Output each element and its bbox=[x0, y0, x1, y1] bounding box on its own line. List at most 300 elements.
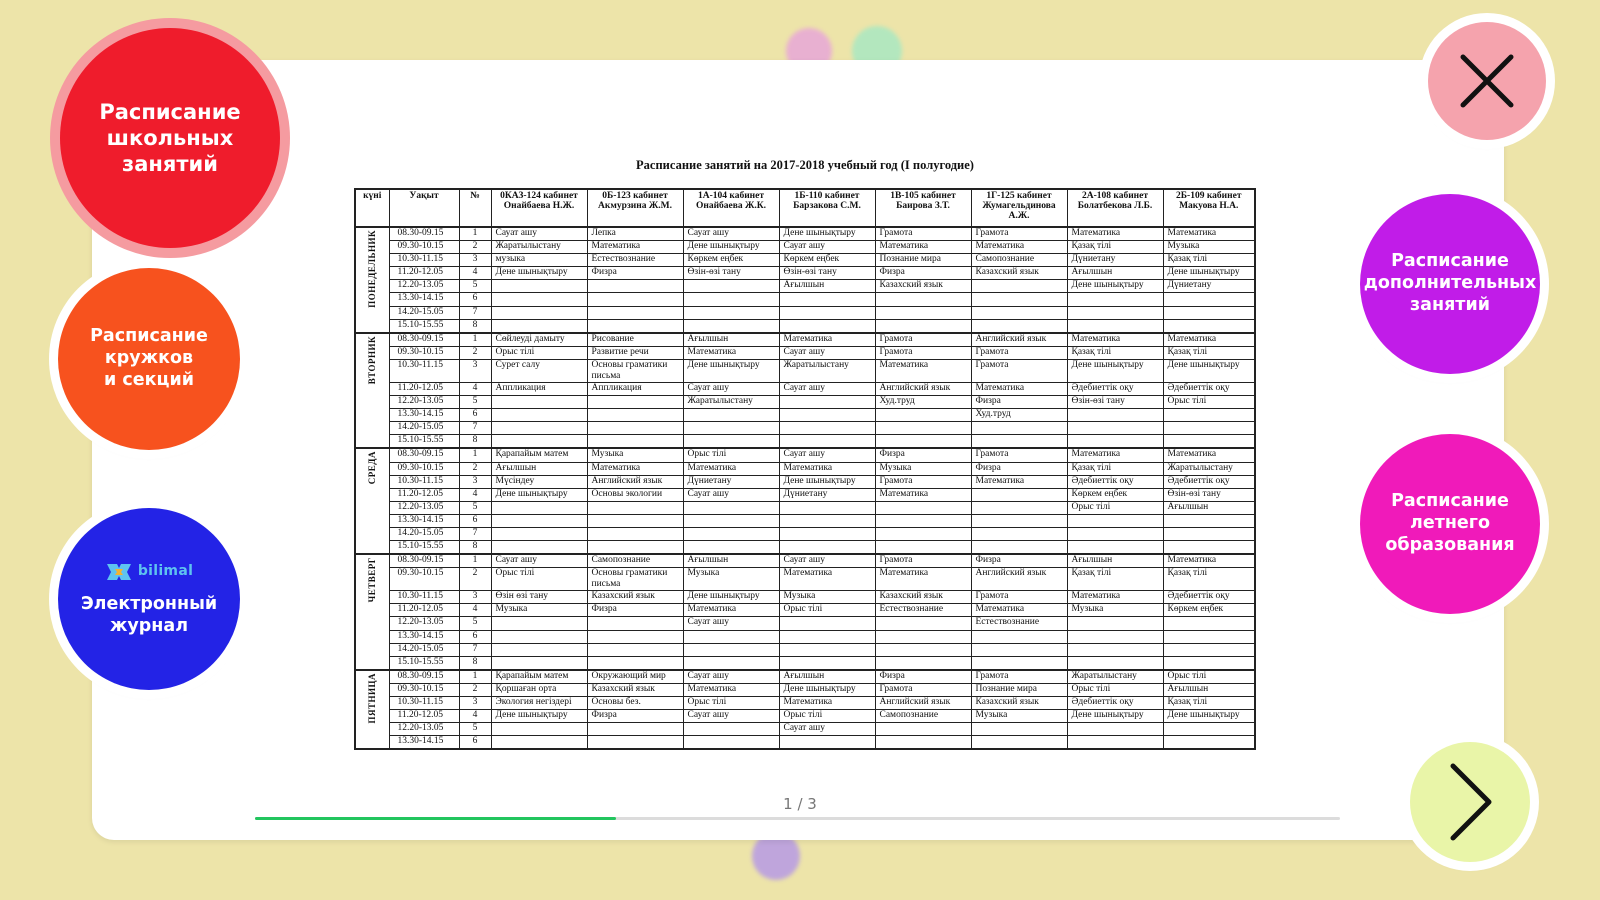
day-label-text: ВТОРНИК bbox=[366, 335, 377, 385]
subject-cell bbox=[683, 736, 779, 750]
time-cell: 15.10-15.55 bbox=[389, 319, 459, 333]
subject-cell bbox=[1163, 643, 1255, 656]
table-row bbox=[355, 293, 1255, 306]
school-schedule-label: Расписание школьных занятий bbox=[99, 99, 241, 177]
subject-cell bbox=[875, 541, 971, 555]
lesson-number-cell: 2 bbox=[459, 241, 491, 254]
subject-cell bbox=[491, 319, 587, 333]
time-cell: 08.30-09.15 bbox=[389, 448, 459, 462]
subject-cell: Орыс тілі bbox=[1067, 683, 1163, 696]
subject-cell: Физра bbox=[971, 462, 1067, 475]
subject-cell: Дүниетану bbox=[683, 475, 779, 488]
subject-cell: Орыс тілі bbox=[683, 697, 779, 710]
time-cell: 10.30-11.15 bbox=[389, 475, 459, 488]
subject-cell: Основы граматики письма bbox=[587, 568, 683, 591]
subject-cell bbox=[971, 656, 1067, 670]
subject-cell bbox=[971, 280, 1067, 293]
subject-cell bbox=[683, 435, 779, 449]
subject-cell: Дене шынықтыру bbox=[779, 683, 875, 696]
table-row bbox=[355, 683, 1255, 696]
subject-cell: Английский язык bbox=[971, 568, 1067, 591]
time-cell: 08.30-09.15 bbox=[389, 554, 459, 568]
subject-cell: Сауат ашу bbox=[779, 241, 875, 254]
subject-cell bbox=[587, 501, 683, 514]
table-row bbox=[355, 448, 1255, 462]
extra-schedule-button[interactable] bbox=[1360, 194, 1540, 374]
document-title: Расписание занятий на 2017-2018 учебный год (I полугодие) bbox=[636, 158, 974, 172]
subject-cell bbox=[971, 501, 1067, 514]
subject-cell: Физра bbox=[587, 710, 683, 723]
subject-cell: Ағылшын bbox=[491, 462, 587, 475]
lesson-number-cell: 4 bbox=[459, 267, 491, 280]
subject-cell bbox=[491, 409, 587, 422]
time-cell: 08.30-09.15 bbox=[389, 333, 459, 347]
subject-cell bbox=[971, 293, 1067, 306]
subject-cell: Музыка bbox=[1163, 241, 1255, 254]
subject-cell: Сөйлеуді дамыту bbox=[491, 333, 587, 347]
lesson-number-cell: 3 bbox=[459, 591, 491, 604]
subject-cell: Қазақ тілі bbox=[1163, 254, 1255, 267]
e-journal-label: Электронный журнал bbox=[80, 594, 218, 636]
subject-cell bbox=[683, 409, 779, 422]
table-row bbox=[355, 241, 1255, 254]
e-journal-button[interactable] bbox=[58, 508, 240, 690]
subject-cell bbox=[491, 435, 587, 449]
subject-cell bbox=[971, 514, 1067, 527]
table-row bbox=[355, 736, 1255, 750]
table-row bbox=[355, 488, 1255, 501]
subject-cell: Математика bbox=[779, 568, 875, 591]
column-header: 1А-104 кабинет Онайбаева Ж.К. bbox=[683, 189, 779, 227]
subject-cell: Өзін өзі тану bbox=[491, 591, 587, 604]
subject-cell: Математика bbox=[875, 488, 971, 501]
table-row bbox=[355, 306, 1255, 319]
subject-cell bbox=[779, 422, 875, 435]
subject-cell: Ағылшын bbox=[779, 280, 875, 293]
subject-cell bbox=[491, 396, 587, 409]
subject-cell: Музыка bbox=[779, 591, 875, 604]
subject-cell: Дене шынықтыру bbox=[1163, 267, 1255, 280]
subject-cell bbox=[491, 617, 587, 630]
subject-cell: Худ.труд bbox=[875, 396, 971, 409]
table-row bbox=[355, 697, 1255, 710]
table-row bbox=[355, 346, 1255, 359]
subject-cell: Ағылшын bbox=[1067, 267, 1163, 280]
subject-cell: Орыс тілі bbox=[491, 346, 587, 359]
subject-cell bbox=[587, 527, 683, 540]
subject-cell: Сауат ашу bbox=[683, 382, 779, 395]
subject-cell bbox=[875, 643, 971, 656]
subject-cell: Английский язык bbox=[971, 333, 1067, 347]
table-row bbox=[355, 227, 1255, 241]
day-label-text: ПЯТНИЦА bbox=[366, 672, 377, 724]
subject-cell bbox=[1067, 422, 1163, 435]
subject-cell: Физра bbox=[587, 267, 683, 280]
subject-cell bbox=[875, 630, 971, 643]
clubs-schedule-button[interactable] bbox=[58, 268, 240, 450]
time-cell: 10.30-11.15 bbox=[389, 591, 459, 604]
time-cell: 09.30-10.15 bbox=[389, 462, 459, 475]
column-header: Уақыт bbox=[389, 189, 459, 227]
subject-cell bbox=[875, 514, 971, 527]
lesson-number-cell: 5 bbox=[459, 723, 491, 736]
table-row bbox=[355, 617, 1255, 630]
subject-cell: Сауат ашу bbox=[683, 710, 779, 723]
subject-cell: Орыс тілі bbox=[1163, 396, 1255, 409]
lesson-number-cell: 4 bbox=[459, 604, 491, 617]
table-row bbox=[355, 333, 1255, 347]
subject-cell: Көркем еңбек bbox=[1067, 488, 1163, 501]
subject-cell: Рисование bbox=[587, 333, 683, 347]
subject-cell: Основы без. bbox=[587, 697, 683, 710]
subject-cell: Қарапайым матем bbox=[491, 670, 587, 684]
subject-cell: Әдебиеттік оқу bbox=[1067, 697, 1163, 710]
subject-cell: Окружающий мир bbox=[587, 670, 683, 684]
subject-cell bbox=[683, 656, 779, 670]
subject-cell: Математика bbox=[587, 462, 683, 475]
subject-cell: Физра bbox=[875, 670, 971, 684]
lesson-number-cell: 7 bbox=[459, 422, 491, 435]
subject-cell: Ағылшын bbox=[779, 670, 875, 684]
subject-cell: Сауат ашу bbox=[683, 617, 779, 630]
subject-cell bbox=[1163, 293, 1255, 306]
subject-cell: Дүниетану bbox=[779, 488, 875, 501]
subject-cell: Казахский язык bbox=[971, 697, 1067, 710]
subject-cell: Сауат ашу bbox=[683, 670, 779, 684]
subject-cell: Әдебиеттік оқу bbox=[1163, 475, 1255, 488]
subject-cell: Математика bbox=[875, 241, 971, 254]
time-cell: 11.20-12.05 bbox=[389, 710, 459, 723]
time-cell: 14.20-15.05 bbox=[389, 422, 459, 435]
subject-cell: Дене шынықтыру bbox=[1067, 710, 1163, 723]
subject-cell: Физра bbox=[875, 448, 971, 462]
subject-cell: Познание мира bbox=[875, 254, 971, 267]
subject-cell: Әдебиеттік оқу bbox=[1067, 475, 1163, 488]
subject-cell: Математика bbox=[875, 568, 971, 591]
subject-cell bbox=[779, 643, 875, 656]
time-cell: 09.30-10.15 bbox=[389, 346, 459, 359]
progress-bar bbox=[255, 817, 1340, 820]
time-cell: 09.30-10.15 bbox=[389, 683, 459, 696]
table-row bbox=[355, 462, 1255, 475]
lesson-number-cell: 8 bbox=[459, 541, 491, 555]
subject-cell: Орыс тілі bbox=[1163, 670, 1255, 684]
subject-cell: Ағылшын bbox=[1163, 683, 1255, 696]
lesson-number-cell: 2 bbox=[459, 462, 491, 475]
subject-cell bbox=[1163, 736, 1255, 750]
subject-cell bbox=[1067, 319, 1163, 333]
subject-cell bbox=[875, 435, 971, 449]
subject-cell bbox=[875, 306, 971, 319]
table-row bbox=[355, 396, 1255, 409]
subject-cell bbox=[875, 656, 971, 670]
subject-cell bbox=[779, 736, 875, 750]
subject-cell: Математика bbox=[875, 359, 971, 382]
subject-cell: Қазақ тілі bbox=[1067, 241, 1163, 254]
subject-cell: Орыс тілі bbox=[779, 604, 875, 617]
subject-cell bbox=[1067, 643, 1163, 656]
subject-cell bbox=[779, 396, 875, 409]
subject-cell: Казахский язык bbox=[587, 591, 683, 604]
subject-cell: Қазақ тілі bbox=[1067, 346, 1163, 359]
subject-cell: Самопознание bbox=[971, 254, 1067, 267]
subject-cell: Сурет салу bbox=[491, 359, 587, 382]
subject-cell: Ағылшын bbox=[683, 333, 779, 347]
time-cell: 08.30-09.15 bbox=[389, 670, 459, 684]
subject-cell: Грамота bbox=[971, 346, 1067, 359]
subject-cell bbox=[1067, 514, 1163, 527]
subject-cell: Қазақ тілі bbox=[1163, 346, 1255, 359]
subject-cell bbox=[587, 422, 683, 435]
subject-cell: Әдебиеттік оқу bbox=[1163, 382, 1255, 395]
subject-cell bbox=[683, 501, 779, 514]
subject-cell bbox=[1163, 409, 1255, 422]
subject-cell bbox=[683, 514, 779, 527]
subject-cell bbox=[491, 643, 587, 656]
lesson-number-cell: 4 bbox=[459, 710, 491, 723]
lesson-number-cell: 3 bbox=[459, 254, 491, 267]
subject-cell bbox=[971, 643, 1067, 656]
subject-cell: Сауат ашу bbox=[683, 488, 779, 501]
subject-cell bbox=[875, 527, 971, 540]
subject-cell: Математика bbox=[779, 333, 875, 347]
subject-cell: Математика bbox=[587, 241, 683, 254]
subject-cell: Математика bbox=[971, 241, 1067, 254]
time-cell: 13.30-14.15 bbox=[389, 630, 459, 643]
subject-cell: Музыка bbox=[971, 710, 1067, 723]
lesson-number-cell: 7 bbox=[459, 527, 491, 540]
subject-cell: Математика bbox=[1067, 333, 1163, 347]
subject-cell: Қазақ тілі bbox=[1163, 697, 1255, 710]
lesson-number-cell: 8 bbox=[459, 319, 491, 333]
time-cell: 15.10-15.55 bbox=[389, 656, 459, 670]
lesson-number-cell: 6 bbox=[459, 736, 491, 750]
subject-cell bbox=[491, 527, 587, 540]
subject-cell: Математика bbox=[779, 697, 875, 710]
subject-cell: Физра bbox=[971, 554, 1067, 568]
table-row bbox=[355, 541, 1255, 555]
column-header: 2А-108 кабинет Болатбекова Л.Б. bbox=[1067, 189, 1163, 227]
lesson-number-cell: 3 bbox=[459, 475, 491, 488]
subject-cell: Қарапайым матем bbox=[491, 448, 587, 462]
subject-cell bbox=[971, 723, 1067, 736]
time-cell: 13.30-14.15 bbox=[389, 409, 459, 422]
subject-cell: Қазақ тілі bbox=[1163, 568, 1255, 591]
subject-cell bbox=[971, 527, 1067, 540]
subject-cell bbox=[491, 306, 587, 319]
subject-cell: Дене шынықтыру bbox=[1067, 280, 1163, 293]
subject-cell bbox=[1163, 656, 1255, 670]
subject-cell bbox=[587, 409, 683, 422]
subject-cell bbox=[971, 541, 1067, 555]
subject-cell: Физра bbox=[971, 396, 1067, 409]
lesson-number-cell: 4 bbox=[459, 382, 491, 395]
lesson-number-cell: 5 bbox=[459, 501, 491, 514]
subject-cell: Әдебиеттік оқу bbox=[1067, 382, 1163, 395]
subject-cell bbox=[1067, 723, 1163, 736]
lesson-number-cell: 6 bbox=[459, 409, 491, 422]
subject-cell: Математика bbox=[1163, 333, 1255, 347]
bilimal-logo bbox=[105, 560, 193, 584]
subject-cell: Математика bbox=[1067, 591, 1163, 604]
subject-cell: Өзін-өзі тану bbox=[779, 267, 875, 280]
subject-cell: Ағылшын bbox=[683, 554, 779, 568]
subject-cell: Сауат ашу bbox=[779, 346, 875, 359]
column-header: 1В-105 кабинет Баирова З.Т. bbox=[875, 189, 971, 227]
subject-cell: Математика bbox=[683, 604, 779, 617]
clubs-schedule-label: Расписание кружков и секций bbox=[90, 326, 208, 390]
subject-cell bbox=[587, 396, 683, 409]
subject-cell bbox=[971, 319, 1067, 333]
subject-cell: Қазақ тілі bbox=[1067, 568, 1163, 591]
table-row bbox=[355, 643, 1255, 656]
subject-cell bbox=[875, 319, 971, 333]
subject-cell bbox=[683, 293, 779, 306]
column-header: 0Б-123 кабинет Акмурзина Ж.М. bbox=[587, 189, 683, 227]
subject-cell bbox=[1067, 630, 1163, 643]
subject-cell bbox=[875, 422, 971, 435]
table-row bbox=[355, 554, 1255, 568]
day-label bbox=[355, 227, 389, 333]
next-page-button[interactable] bbox=[1410, 742, 1530, 862]
time-cell: 11.20-12.05 bbox=[389, 267, 459, 280]
subject-cell bbox=[587, 435, 683, 449]
subject-cell: Орыс тілі bbox=[779, 710, 875, 723]
day-label-text: ЧЕТВЕРГ bbox=[366, 557, 377, 603]
subject-cell bbox=[875, 736, 971, 750]
subject-cell bbox=[1067, 293, 1163, 306]
time-cell: 15.10-15.55 bbox=[389, 541, 459, 555]
close-button[interactable] bbox=[1428, 22, 1546, 140]
schedule-table bbox=[354, 188, 1256, 750]
subject-cell bbox=[779, 527, 875, 540]
subject-cell bbox=[491, 736, 587, 750]
subject-cell: Ағылшын bbox=[1163, 501, 1255, 514]
subject-cell bbox=[1067, 656, 1163, 670]
lesson-number-cell: 5 bbox=[459, 396, 491, 409]
subject-cell: Математика bbox=[971, 475, 1067, 488]
subject-cell bbox=[491, 280, 587, 293]
subject-cell: Естествознание bbox=[971, 617, 1067, 630]
subject-cell bbox=[1067, 541, 1163, 555]
school-schedule-button[interactable] bbox=[60, 28, 280, 248]
subject-cell: Жаратылыстану bbox=[1163, 462, 1255, 475]
day-label bbox=[355, 333, 389, 449]
time-cell: 10.30-11.15 bbox=[389, 359, 459, 382]
subject-cell: Самопознание bbox=[875, 710, 971, 723]
subject-cell: Дене шынықтыру bbox=[491, 710, 587, 723]
subject-cell: Физра bbox=[875, 267, 971, 280]
subject-cell: Дүниетану bbox=[1163, 280, 1255, 293]
subject-cell: Дене шынықтыру bbox=[1163, 359, 1255, 382]
subject-cell: Математика bbox=[971, 604, 1067, 617]
time-cell: 09.30-10.15 bbox=[389, 568, 459, 591]
subject-cell bbox=[683, 723, 779, 736]
subject-cell: музыка bbox=[491, 254, 587, 267]
subject-cell: Қазақ тілі bbox=[1067, 462, 1163, 475]
time-cell: 12.20-13.05 bbox=[389, 617, 459, 630]
summer-schedule-button[interactable] bbox=[1360, 434, 1540, 614]
subject-cell bbox=[683, 527, 779, 540]
time-cell: 10.30-11.15 bbox=[389, 254, 459, 267]
lesson-number-cell: 6 bbox=[459, 293, 491, 306]
subject-cell bbox=[1067, 306, 1163, 319]
subject-cell: Основы граматики письма bbox=[587, 359, 683, 382]
time-cell: 13.30-14.15 bbox=[389, 736, 459, 750]
subject-cell bbox=[491, 541, 587, 555]
subject-cell: Сауат ашу bbox=[491, 227, 587, 241]
subject-cell bbox=[491, 723, 587, 736]
lesson-number-cell: 2 bbox=[459, 568, 491, 591]
subject-cell: Көркем еңбек bbox=[779, 254, 875, 267]
subject-cell: Дүниетану bbox=[1067, 254, 1163, 267]
table-row bbox=[355, 591, 1255, 604]
subject-cell: Дене шынықтыру bbox=[779, 227, 875, 241]
subject-cell: Английский язык bbox=[875, 697, 971, 710]
subject-cell bbox=[491, 630, 587, 643]
subject-cell: Орыс тілі bbox=[683, 448, 779, 462]
subject-cell: Экология негіздері bbox=[491, 697, 587, 710]
subject-cell bbox=[971, 306, 1067, 319]
subject-cell bbox=[683, 319, 779, 333]
table-row bbox=[355, 501, 1255, 514]
lesson-number-cell: 6 bbox=[459, 514, 491, 527]
lesson-number-cell: 8 bbox=[459, 656, 491, 670]
subject-cell bbox=[1067, 736, 1163, 750]
subject-cell bbox=[779, 306, 875, 319]
subject-cell bbox=[779, 501, 875, 514]
subject-cell: Естествознание bbox=[587, 254, 683, 267]
time-cell: 12.20-13.05 bbox=[389, 723, 459, 736]
column-header: № bbox=[459, 189, 491, 227]
subject-cell bbox=[779, 656, 875, 670]
subject-cell bbox=[875, 409, 971, 422]
subject-cell bbox=[587, 280, 683, 293]
subject-cell: Математика bbox=[779, 462, 875, 475]
subject-cell: Грамота bbox=[971, 359, 1067, 382]
subject-cell bbox=[1067, 435, 1163, 449]
subject-cell: Сауат ашу bbox=[779, 723, 875, 736]
subject-cell: Жаратылыстану bbox=[779, 359, 875, 382]
lesson-number-cell: 4 bbox=[459, 488, 491, 501]
subject-cell bbox=[587, 656, 683, 670]
time-cell: 08.30-09.15 bbox=[389, 227, 459, 241]
time-cell: 12.20-13.05 bbox=[389, 396, 459, 409]
lesson-number-cell: 5 bbox=[459, 617, 491, 630]
subject-cell bbox=[587, 736, 683, 750]
bilimal-logo-icon bbox=[105, 560, 133, 584]
subject-cell: Жаратылыстану bbox=[1067, 670, 1163, 684]
subject-cell: Музыка bbox=[1067, 604, 1163, 617]
subject-cell: Дене шынықтыру bbox=[491, 267, 587, 280]
subject-cell bbox=[587, 643, 683, 656]
progress-fill bbox=[255, 817, 616, 820]
subject-cell bbox=[1163, 306, 1255, 319]
time-cell: 12.20-13.05 bbox=[389, 501, 459, 514]
subject-cell: Дене шынықтыру bbox=[1067, 359, 1163, 382]
subject-cell bbox=[1163, 630, 1255, 643]
day-label-text: ПОНЕДЕЛЬНИК bbox=[366, 230, 377, 308]
subject-cell bbox=[683, 280, 779, 293]
subject-cell: Музыка bbox=[491, 604, 587, 617]
subject-cell: Дене шынықтыру bbox=[683, 591, 779, 604]
subject-cell bbox=[779, 293, 875, 306]
subject-cell bbox=[875, 501, 971, 514]
subject-cell bbox=[971, 630, 1067, 643]
lesson-number-cell: 7 bbox=[459, 306, 491, 319]
subject-cell bbox=[1163, 319, 1255, 333]
subject-cell bbox=[683, 422, 779, 435]
